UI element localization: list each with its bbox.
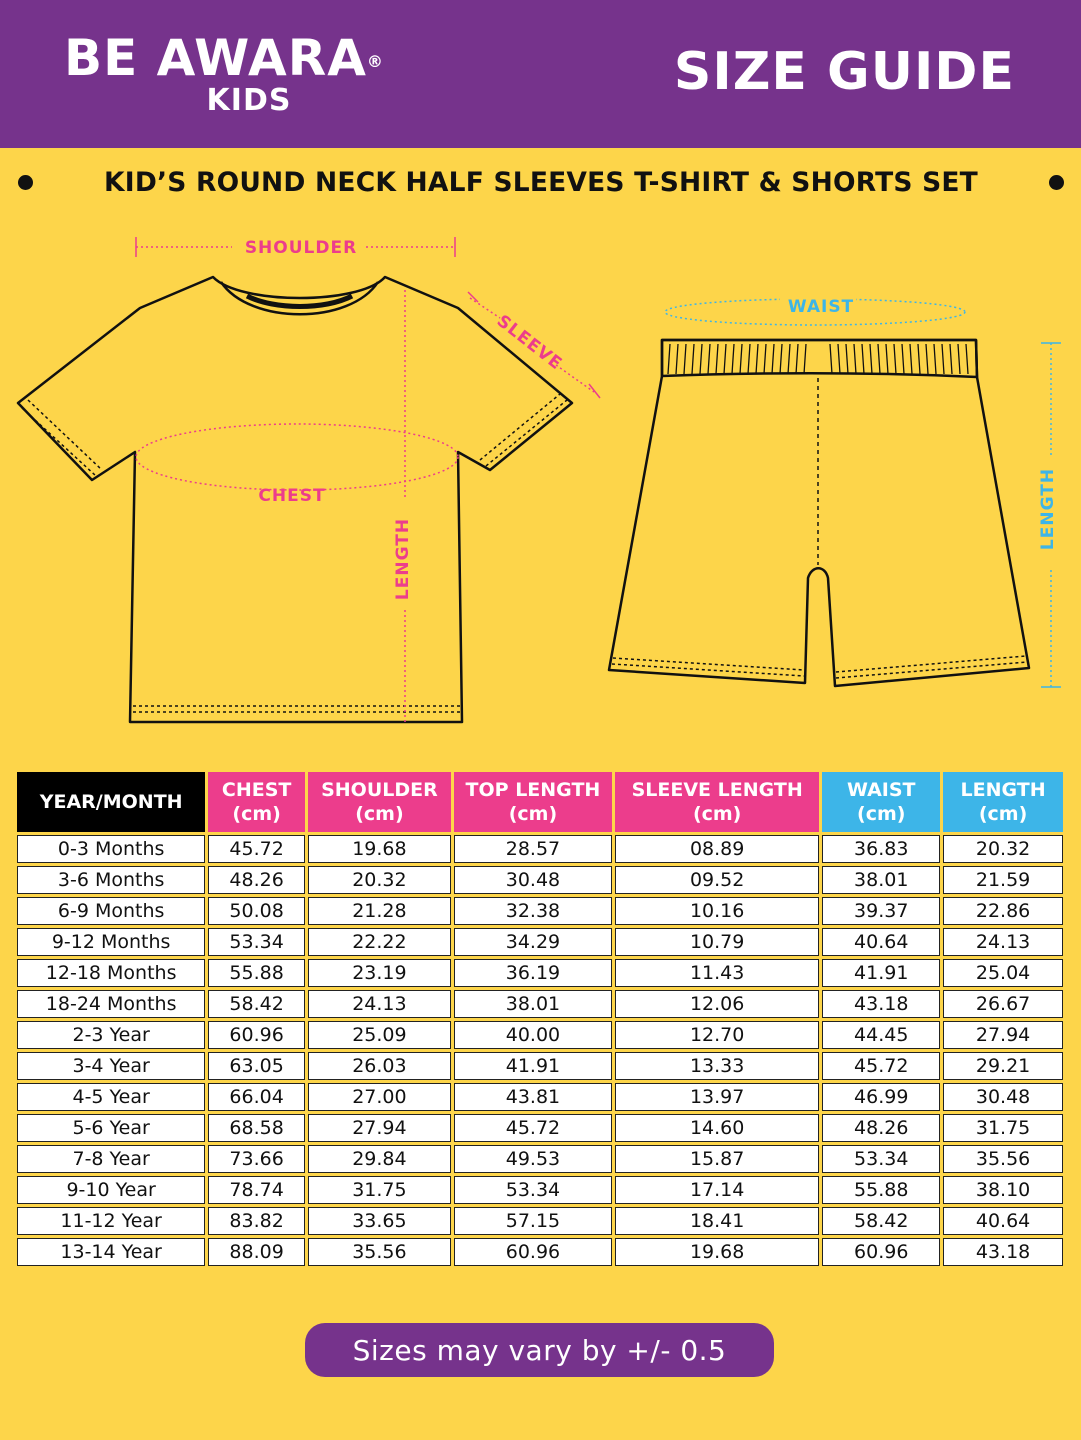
measurement-cell: 38.10 [943,1176,1063,1204]
measurement-cell: 55.88 [822,1176,940,1204]
table-row [17,1083,1063,1111]
measurement-cell: 18.41 [615,1207,819,1235]
measurement-cell: 60.96 [208,1021,305,1049]
measurement-cell: 13.33 [615,1052,819,1080]
age-cell: 3-4 Year [17,1052,205,1080]
page-title: SIZE GUIDE [673,42,1015,102]
table-row [17,1114,1063,1142]
measurement-cell: 35.56 [308,1238,451,1266]
measurement-cell: 41.91 [454,1052,612,1080]
age-cell: 3-6 Months [17,866,205,894]
garment-illustration [0,215,1081,735]
measurement-cell: 27.00 [308,1083,451,1111]
column-header-title: CHEST [221,779,292,801]
measurement-cell: 88.09 [208,1238,305,1266]
measurement-cell: 31.75 [943,1114,1063,1142]
brand-sub: KIDS [206,83,292,118]
measurement-cell: 25.04 [943,959,1063,987]
measurement-cell: 12.06 [615,990,819,1018]
measurement-cell: 43.18 [822,990,940,1018]
measurement-cell: 48.26 [822,1114,940,1142]
measurement-cell: 36.19 [454,959,612,987]
table-row [17,897,1063,925]
measurement-cell: 31.75 [308,1176,451,1204]
measurement-cell: 58.42 [208,990,305,1018]
column-header [822,772,940,832]
column-header [615,772,819,832]
age-cell: 9-10 Year [17,1176,205,1204]
bullet-icon [18,175,33,190]
measurement-cell: 58.42 [822,1207,940,1235]
measurement-cell: 21.59 [943,866,1063,894]
measurement-cell: 11.43 [615,959,819,987]
measurement-cell: 63.05 [208,1052,305,1080]
measurement-cell: 36.83 [822,835,940,863]
measurement-cell: 40.64 [943,1207,1063,1235]
table-row [17,959,1063,987]
measurement-cell: 57.15 [454,1207,612,1235]
age-cell: 7-8 Year [17,1145,205,1173]
table-row [17,835,1063,863]
age-cell: 6-9 Months [17,897,205,925]
measurement-cell: 21.28 [308,897,451,925]
measurement-cell: 53.34 [822,1145,940,1173]
product-subtitle [18,164,1064,200]
measurement-cell: 13.97 [615,1083,819,1111]
column-header-title: SLEEVE LENGTH [631,779,803,801]
measurement-cell: 24.13 [943,928,1063,956]
age-cell: 2-3 Year [17,1021,205,1049]
measurement-cell: 24.13 [308,990,451,1018]
measurement-cell: 12.70 [615,1021,819,1049]
measurement-cell: 73.66 [208,1145,305,1173]
column-header-title: WAIST [846,779,916,801]
measurement-cell: 29.84 [308,1145,451,1173]
shoulder-label: SHOULDER [244,238,358,258]
brand-logo [64,30,434,116]
measurement-cell: 23.19 [308,959,451,987]
measurement-cell: 26.67 [943,990,1063,1018]
table-row [17,866,1063,894]
table-header-row [17,772,1063,832]
column-header-unit: (cm) [857,803,906,825]
column-header [17,772,205,832]
measurement-cell: 29.21 [943,1052,1063,1080]
registered-mark: ® [366,52,384,71]
product-name: KID’S ROUND NECK HALF SLEEVES T-SHIRT & SHORTS SET [104,166,978,198]
column-header-title: YEAR/MONTH [39,791,183,813]
shorts-outline [609,340,1029,686]
measurement-cell: 43.18 [943,1238,1063,1266]
measurement-cell: 17.14 [615,1176,819,1204]
measurement-cell: 30.48 [943,1083,1063,1111]
sleeve-label: SLEEVE [492,311,566,375]
measurement-cell: 43.81 [454,1083,612,1111]
column-header-title: LENGTH [960,779,1046,801]
table-row [17,990,1063,1018]
header-banner [0,0,1081,148]
table-row [17,1207,1063,1235]
table-row [17,928,1063,956]
tshirt-length-label: LENGTH [393,517,413,601]
measurement-cell: 53.34 [454,1176,612,1204]
age-cell: 5-6 Year [17,1114,205,1142]
measurement-cell: 10.79 [615,928,819,956]
measurement-cell: 55.88 [208,959,305,987]
measurement-cell: 34.29 [454,928,612,956]
table-row [17,1052,1063,1080]
measurement-cell: 38.01 [454,990,612,1018]
waist-label: WAIST [787,297,855,317]
column-header [943,772,1063,832]
measurement-cell: 68.58 [208,1114,305,1142]
measurement-cell: 35.56 [943,1145,1063,1173]
measurement-cell: 46.99 [822,1083,940,1111]
brand-name: BE AWARA® [64,29,384,87]
chest-label: CHEST [258,486,326,506]
measurement-cell: 22.86 [943,897,1063,925]
measurement-cell: 78.74 [208,1176,305,1204]
measurement-cell: 10.16 [615,897,819,925]
measurement-cell: 30.48 [454,866,612,894]
table-row [17,1176,1063,1204]
measurement-cell: 41.91 [822,959,940,987]
measurement-cell: 66.04 [208,1083,305,1111]
column-header-unit: (cm) [978,803,1028,825]
table-row [17,1238,1063,1266]
measurement-cell: 38.01 [822,866,940,894]
measurement-cell: 45.72 [454,1114,612,1142]
measurement-cell: 25.09 [308,1021,451,1049]
measurement-cell: 32.38 [454,897,612,925]
shorts-length-label: LENGTH [1038,467,1058,551]
measurement-cell: 50.08 [208,897,305,925]
measurement-cell: 40.00 [454,1021,612,1049]
size-table [14,769,1066,1269]
measurement-cell: 19.68 [308,835,451,863]
column-header-unit: (cm) [355,803,404,825]
measurement-cell: 19.68 [615,1238,819,1266]
size-variance-note: Sizes may vary by +/- 0.5 [305,1323,774,1377]
bullet-icon [1049,175,1064,190]
age-cell: 18-24 Months [17,990,205,1018]
measurement-cell: 53.34 [208,928,305,956]
column-header [454,772,612,832]
column-header-unit: (cm) [508,803,558,825]
measurement-cell: 44.45 [822,1021,940,1049]
column-header-title: SHOULDER [321,779,438,801]
measurement-cell: 09.52 [615,866,819,894]
age-cell: 4-5 Year [17,1083,205,1111]
measurement-cell: 40.64 [822,928,940,956]
table-row [17,1021,1063,1049]
measurement-cell: 27.94 [308,1114,451,1142]
measurement-cell: 22.22 [308,928,451,956]
age-cell: 9-12 Months [17,928,205,956]
measurement-cell: 39.37 [822,897,940,925]
shorts-drawing [609,340,1029,686]
measurement-cell: 60.96 [454,1238,612,1266]
age-cell: 11-12 Year [17,1207,205,1235]
column-header [208,772,305,832]
measurement-cell: 49.53 [454,1145,612,1173]
measurement-cell: 60.96 [822,1238,940,1266]
measurement-cell: 14.60 [615,1114,819,1142]
measurement-cell: 33.65 [308,1207,451,1235]
column-header-unit: (cm) [232,803,281,825]
tshirt-measure-lines [136,237,600,725]
measurement-cell: 48.26 [208,866,305,894]
age-cell: 13-14 Year [17,1238,205,1266]
column-header-title: TOP LENGTH [465,779,601,801]
measurement-cell: 83.82 [208,1207,305,1235]
measurement-cell: 20.32 [308,866,451,894]
measurement-cell: 08.89 [615,835,819,863]
age-cell: 12-18 Months [17,959,205,987]
measurement-cell: 26.03 [308,1052,451,1080]
measurement-cell: 45.72 [208,835,305,863]
column-header-unit: (cm) [692,803,742,825]
table-row [17,1145,1063,1173]
measurement-cell: 27.94 [943,1021,1063,1049]
measurement-cell: 15.87 [615,1145,819,1173]
column-header [308,772,451,832]
age-cell: 0-3 Months [17,835,205,863]
measurement-cell: 20.32 [943,835,1063,863]
measurement-cell: 45.72 [822,1052,940,1080]
measurement-cell: 28.57 [454,835,612,863]
